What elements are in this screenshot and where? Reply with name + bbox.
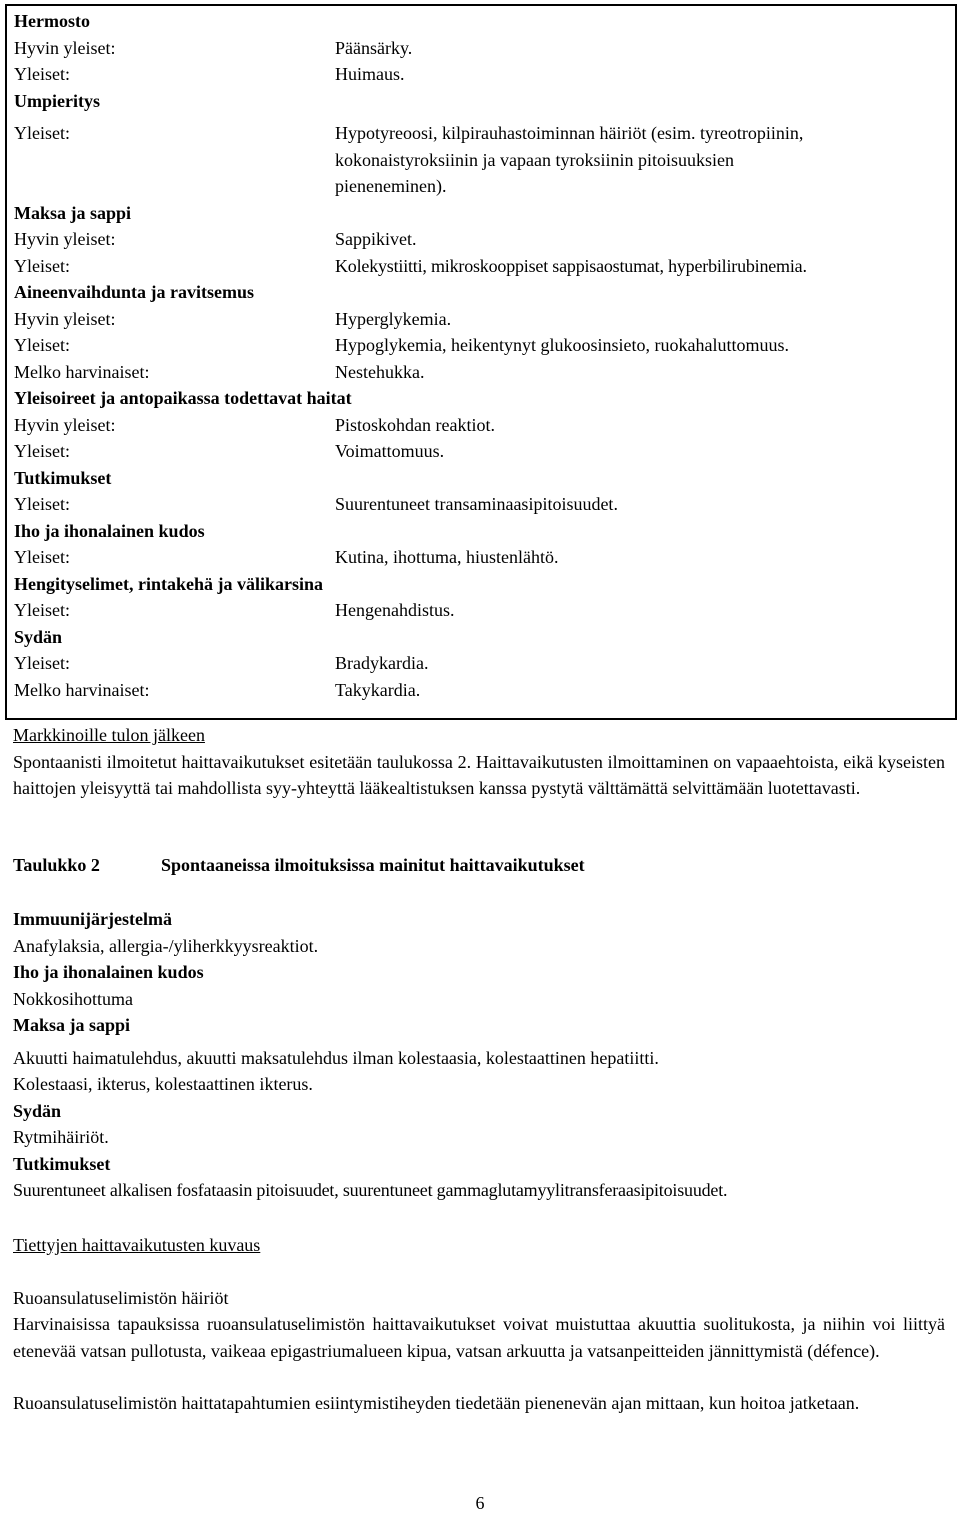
reaction-value: Nestehukka. [335,361,425,382]
reaction-value: Kutina, ihottuma, hiustenlähtö. [335,547,559,567]
table-row [14,491,944,518]
reaction-value [335,120,944,200]
description-subheading: Ruoansulatuselimistön häiriöt [13,1287,229,1308]
frequency-label: Hyvin yleiset: [14,414,116,435]
table-row [14,359,944,386]
frequency-label: Hyvin yleiset: [14,229,116,249]
table2-caption [13,852,945,879]
frequency-label: Melko harvinaiset: [14,361,150,382]
frequency-label: Yleiset: [14,123,70,143]
section-title: Tutkimukset [13,1153,111,1174]
reaction-value: Suurentuneet transaminaasipitoisuudet. [335,494,618,514]
description-section [13,1232,945,1417]
description-paragraph-2: Ruoansulatuselimistön haittatapahtumien esiintymistiheyden tiedetään pienenevän ajan mittaan, kun hoitoa jatketaan. [13,1393,860,1413]
section-title: Hermosto [14,11,90,31]
postmarketing-paragraph: Spontaanisti ilmoitetut haittavaikutukset esitetään taulukossa 2. Haittavaikutusten ilmoittaminen on vapaaehtoista, eikä kyseisten haittojen yleisyyttä tai mahdollista syy-yhteyttä lääkealtistuksen kanssa pystytä välttämättä selvittämään luotettavasti. [13,751,945,798]
section-aineenvaihdunta [14,279,944,385]
reaction-value: Hengenahdistus. [335,600,455,620]
table-row [14,650,944,677]
table-row [14,677,944,704]
table-row [14,412,944,439]
list-item: Nokkosihottuma [13,988,133,1009]
postmarketing-heading: Markkinoille tulon jälkeen [13,725,205,745]
section-hengityselimet [14,571,944,624]
reaction-value: Hypoglykemia, heikentynyt glukoosinsieto, ruokahaluttomuus. [335,335,789,355]
reaction-value: Voimattomuus. [335,441,445,461]
description-paragraph-1: Harvinaisissa tapauksissa ruoansulatuselimistön haittavaikutukset voivat muistuttaa akuuttia suolitukosta, ja niihin voi liittyä etenevää vatsan pullotusta, vaikeaa epigastriumalueen kipua, vatsan arkuutta ja vatsanpeitteiden jännittymistä (défence). [13,1314,945,1361]
table-row [14,438,944,465]
table-row [14,306,944,333]
page-number: 6 [475,1493,485,1513]
list-item: Rytmihäiriöt. [13,1127,109,1147]
reaction-value: Päänsärky. [335,37,413,58]
section-iho [14,518,944,571]
section-title: Immuunijärjestelmä [13,909,172,929]
reaction-line: kokonaistyroksiinin ja vapaan tyroksiinin pitoisuuksien [335,149,734,170]
section-title: Iho ja ihonalainen kudos [13,962,204,982]
section-sydan [14,624,944,704]
section-title: Sydän [14,626,63,647]
reaction-value: Takykardia. [335,679,421,700]
reaction-line: Hypotyreoosi, kilpirauhastoiminnan häiriöt (esim. tyreotropiinin, [335,123,804,143]
frequency-label: Melko harvinaiset: [14,679,150,700]
section-title: Tutkimukset [14,467,112,488]
frequency-label: Yleiset: [14,64,70,84]
list-item: Akuutti haimatulehdus, akuutti maksatulehdus ilman kolestaasia, kolestaattinen hepatiitti. [13,1047,659,1068]
section-hermosto [14,8,944,88]
list-item: Anafylaksia, allergia-/yliherkkyysreaktiot. [13,935,319,956]
frequency-label: Hyvin yleiset: [14,308,116,329]
table2-title: Spontaaneissa ilmoituksissa mainitut haittavaikutukset [161,855,585,875]
list-item: Suurentuneet alkalisen fosfataasin pitoisuudet, suurentuneet gammaglutamyylitransferaasipitoisuudet. [13,1180,728,1200]
frequency-label: Hyvin yleiset: [14,37,116,58]
section-title: Umpieritys [14,90,100,111]
section-yleisoireet [14,385,944,465]
frequency-label: Yleiset: [14,441,70,461]
table2-body [13,906,945,1204]
section-title: Maksa ja sappi [13,1015,131,1035]
table-row [14,544,944,571]
frequency-label: Yleiset: [14,255,70,276]
section-title: Sydän [13,1100,62,1121]
table-row [14,35,944,62]
section-title: Iho ja ihonalainen kudos [14,520,205,541]
frequency-label: Yleiset: [14,653,70,673]
frequency-label: Yleiset: [14,335,70,355]
section-tutkimukset [14,465,944,518]
reaction-value: Pistoskohdan reaktiot. [335,414,495,435]
adverse-reactions-table [5,4,957,720]
reaction-value: Kolekystiitti, mikroskooppiset sappisaostumat, hyperbilirubinemia. [335,255,807,276]
reaction-value: Huimaus. [335,64,405,84]
table-body [14,8,944,703]
description-heading: Tiettyjen haittavaikutusten kuvaus [13,1235,261,1255]
table2-number: Taulukko 2 [13,855,100,875]
section-maksa-ja-sappi [14,200,944,280]
frequency-label: Yleiset: [14,547,70,567]
frequency-label: Yleiset: [14,600,70,620]
section-umpieritys [14,88,944,200]
reaction-line: pieneneminen). [335,176,447,196]
postmarketing-section [13,722,945,802]
table-row [14,597,944,624]
section-title: Hengityselimet, rintakehä ja välikarsina [14,573,323,594]
list-item: Kolestaasi, ikterus, kolestaattinen ikterus. [13,1074,313,1094]
table-row [14,61,944,88]
section-title: Aineenvaihdunta ja ravitsemus [14,282,255,302]
table-row [14,226,944,253]
reaction-value: Sappikivet. [335,229,417,249]
reaction-value: Hyperglykemia. [335,308,452,329]
table-row [14,253,944,280]
section-title: Maksa ja sappi [14,202,132,223]
reaction-value: Bradykardia. [335,653,429,673]
section-title: Yleisoireet ja antopaikassa todettavat haitat [14,388,352,408]
table-row [14,120,944,200]
frequency-label: Yleiset: [14,494,70,514]
table-row [14,332,944,359]
